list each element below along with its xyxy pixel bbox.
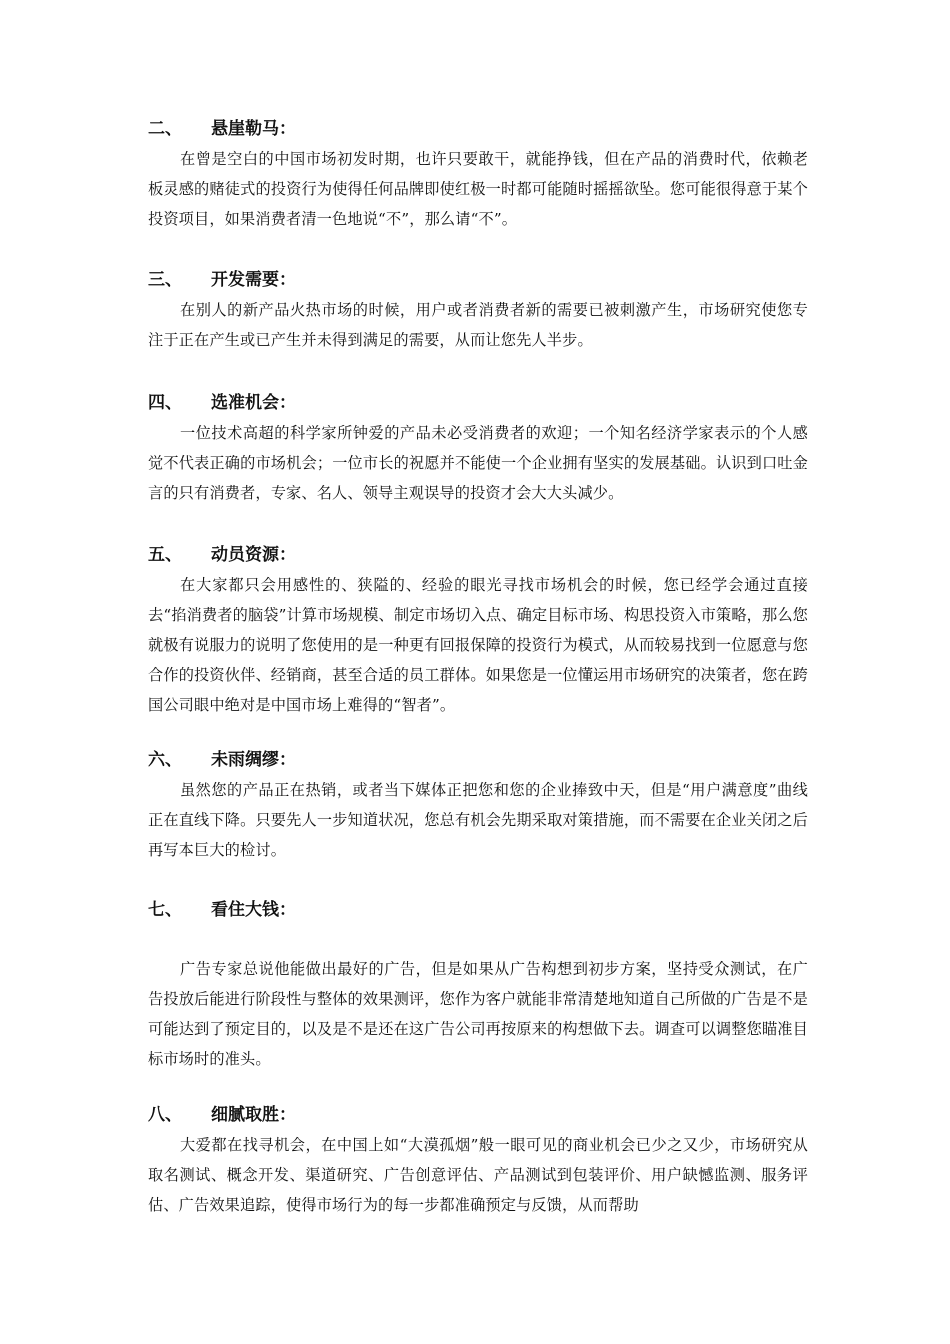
- section-number: 二、: [148, 119, 182, 139]
- section-7-body-block: [148, 954, 808, 1074]
- section-heading: [148, 114, 808, 144]
- section-body: 在曾是空白的中国市场初发时期，也许只要敢干，就能挣钱，但在产品的消费时代，依赖老板灵感的赌徒式的投资行为使得任何品牌即使红极一时都可能随时摇摇欲坠。您可能很得意于某个投资项目，如果消费者清一色地说“不”，那么请“不”。: [148, 150, 808, 228]
- section-title: 未雨绸缪：: [211, 750, 296, 770]
- section-body: 在大家都只会用感性的、狭隘的、经验的眼光寻找市场机会的时候，您已经学会通过直接去“掐消费者的脑袋”计算市场规模、制定市场切入点、确定目标市场、构思投资入市策略，那么您就极有说服力的说明了您使用的是一种更有回报保障的投资行为模式，从而较易找到一位愿意与您合作的投资伙伴、经销商，甚至合适的员工群体。如果您是一位懂运用市场研究的决策者，您在跨国公司眼中绝对是中国市场上难得的“智者”。: [148, 576, 809, 714]
- section-body: 广告专家总说他能做出最好的广告，但是如果从广告构想到初步方案，坚持受众测试，在广告投放后能进行阶段性与整体的效果测评，您作为客户就能非常清楚地知道自己所做的广告是不是可能达到了预定目的，以及是不是还在这广告公司再按原来的构想做下去。调查可以调整您瞄准目标市场时的准头。: [148, 960, 808, 1068]
- section-3: [148, 265, 808, 355]
- section-number: 七、: [148, 900, 182, 920]
- section-6: [148, 745, 808, 865]
- section-number: 五、: [148, 545, 182, 565]
- section-number: 八、: [148, 1105, 182, 1125]
- section-7: [148, 895, 808, 925]
- section-8: [148, 1100, 808, 1220]
- section-heading: [148, 895, 808, 925]
- section-title: 开发需要：: [211, 270, 296, 290]
- section-title: 悬崖勒马：: [211, 119, 296, 139]
- section-number: 四、: [148, 393, 182, 413]
- section-number: 六、: [148, 750, 182, 770]
- section-number: 三、: [148, 270, 182, 290]
- section-body: 大爱都在找寻机会，在中国上如“大漠孤烟”般一眼可见的商业机会已少之又少，市场研究从取名测试、概念开发、渠道研究、广告创意评估、产品测试到包装评价、用户缺憾监测、服务评估、广告效果追踪，使得市场行为的每一步都准确预定与反馈，从而帮助: [148, 1136, 808, 1214]
- section-2: [148, 114, 808, 234]
- section-5: [148, 540, 808, 720]
- section-heading: [148, 1100, 808, 1130]
- section-body: 虽然您的产品正在热销，或者当下媒体正把您和您的企业捧致中天，但是“用户满意度”曲线正在直线下降。只要先人一步知道状况，您总有机会先期采取对策措施，而不需要在企业关闭之后再写本巨大的检讨。: [148, 781, 808, 859]
- section-4: [148, 388, 808, 508]
- section-title: 选准机会：: [211, 393, 296, 413]
- section-heading: [148, 745, 808, 775]
- section-heading: [148, 540, 808, 570]
- section-body: 在别人的新产品火热市场的时候，用户或者消费者新的需要已被刺激产生，市场研究使您专注于正在产生或已产生并未得到满足的需要，从而让您先人半步。: [148, 301, 808, 349]
- section-heading: [148, 265, 808, 295]
- section-heading: [148, 388, 808, 418]
- section-title: 看住大钱：: [211, 900, 296, 920]
- section-title: 动员资源：: [211, 545, 296, 565]
- section-body: 一位技术高超的科学家所钟爱的产品未必受消费者的欢迎；一个知名经济学家表示的个人感觉不代表正确的市场机会；一位市长的祝愿并不能使一个企业拥有坚实的发展基础。认识到口吐金言的只有消费者，专家、名人、领导主观误导的投资才会大大头减少。: [148, 424, 808, 502]
- section-title: 细腻取胜：: [211, 1105, 296, 1125]
